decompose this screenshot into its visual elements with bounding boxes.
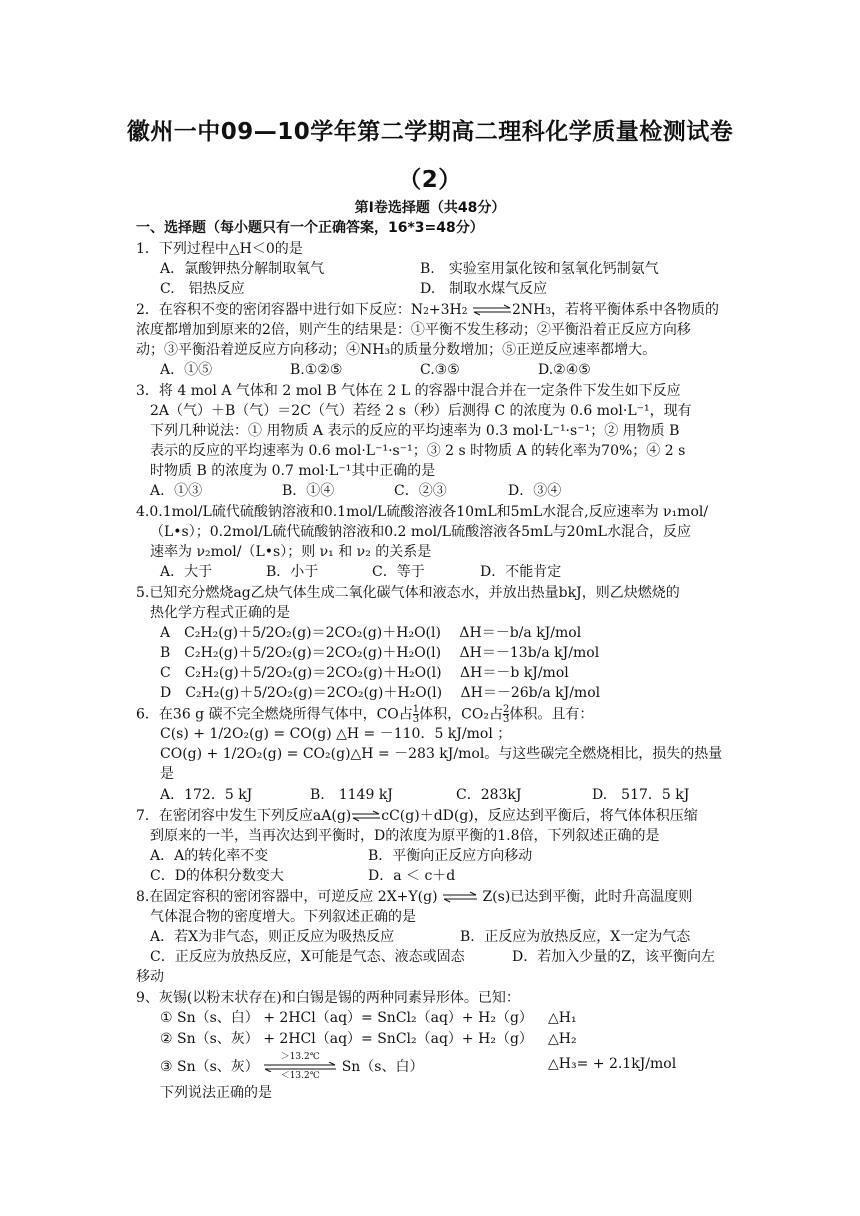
q9-prompt: 下列说法正确的是: [160, 1085, 272, 1101]
q2-line1: 2．在容积不变的密闭容器中进行如下反应：N2+3H2 2NH3，若将平衡体系中各物质的: [136, 302, 720, 318]
q5-line2: 热化学方程式正确的是: [150, 605, 290, 621]
q2-option-c: C.③⑤: [420, 362, 460, 378]
q8-line1: [136, 888, 692, 906]
q2-line3: 动；③平衡沿着逆反应方向移动；④NH₃的质量分数增加；⑤正逆反应速率都增大。: [136, 342, 657, 358]
q4-option-b: B．小于: [266, 564, 319, 580]
q8-text-b: Z(s)已达到平衡，此时升高温度则: [482, 889, 693, 905]
q6-text-a: 6．在36 g 碳不完全燃烧所得气体中，CO占: [136, 706, 413, 723]
q4-option-d: D．不能肯定: [480, 564, 562, 580]
q6-text-b: 体积，CO₂占: [419, 706, 503, 723]
q9-reaction-1: ① Sn（s、白） + 2HCl（aq）= SnCl₂（aq）+ H₂（g）: [160, 1010, 533, 1026]
q7-option-b: B．平衡向正反应方向移动: [368, 848, 533, 864]
q8-text-a: 8.在固定容积的密闭容器中，可逆反应 2X+Y(g): [136, 889, 438, 905]
q4-option-c: C．等于: [372, 564, 425, 580]
q9-text-a: ③ Sn（s、灰）: [160, 1059, 259, 1075]
q6-line4: 是: [160, 766, 174, 782]
q4-line2: （L•s）；0.2mol/L硫代硫酸钠溶液和0.2 mol/L硫酸溶液各5mL与20mL水混合，反应: [150, 524, 691, 540]
q7-line1: [136, 807, 698, 825]
part-heading: 一、选择题（每小题只有一个正确答案，16*3=48分）: [136, 220, 484, 236]
exam-title: 徽州一中09—10学年第二学期高二理科化学质量检测试卷: [126, 119, 734, 145]
q5-option-a: A C₂H₂(g)＋5/2O₂(g)＝2CO₂(g)＋H₂O(l) ΔH＝－b/a kJ/mol: [160, 625, 582, 641]
q2-text-c: ，若将平衡体系中各物质的: [551, 302, 720, 318]
q1-option-c: C. 铝热反应: [160, 281, 245, 297]
q2-text-a: 2．在容积不变的密闭容器中进行如下反应：N: [136, 302, 424, 318]
q2-option-a: A．①⑤: [160, 362, 213, 378]
q1-option-a: A．氯酸钾热分解制取氧气: [160, 261, 325, 277]
q7-option-c: C．D的体积分数变大: [150, 868, 284, 884]
equilibrium-arrow-icon: [442, 891, 478, 903]
q3-line5: 时物质 B 的浓度为 0.7 mol·L⁻¹其中正确的是: [150, 463, 436, 479]
q6-text-c: 体积。且有：: [509, 706, 594, 723]
q1-stem: 1．下列过程中△H＜0的是: [136, 241, 303, 257]
q6-option-c: C．283kJ: [456, 787, 522, 803]
q4-line3: 速率为 ν₂mol/（L•s）；则 ν₁ 和 ν₂ 的关系是: [150, 544, 432, 560]
q9-condition-arrow: [263, 1052, 337, 1081]
q8-option-c: C．正反应为放热反应，X可能是气态、液态或固态: [150, 949, 465, 965]
section-heading: 第Ⅰ卷选择题（共48分）: [354, 200, 506, 216]
q5-option-c: C C₂H₂(g)＋5/2O₂(g)＝2CO₂(g)＋H₂O(l) ΔH＝－b kJ/mol: [160, 665, 569, 681]
q6-fraction-co2: $\frac{2}{3}$: [502, 704, 510, 725]
q3-line1: 3．将 4 mol A 气体和 2 mol B 气体在 2 L 的容器中混合并在一定条件下发生如下反应: [136, 383, 681, 399]
q9-enthalpy-3: △H₃= + 2.1kJ/mol: [548, 1056, 677, 1072]
q8-option-d: D．若加入少量的Z，该平衡向左: [512, 949, 715, 965]
q2-option-b: B.①②⑤: [290, 362, 343, 378]
exam-title-number: （2）: [398, 167, 462, 193]
q2-line2: 浓度都增加到原来的2倍，则产生的结果是：①平衡不发生移动；②平衡沿着正反应方向移: [136, 322, 691, 338]
q2-text-b: 2NH: [511, 302, 546, 318]
q7-option-a: A．A的转化率不变: [150, 848, 269, 864]
q3-option-c: C．②③: [394, 483, 447, 499]
q9-condition-down: ＜13.2℃: [280, 1071, 320, 1081]
q9-condition-up: ＞13.2℃: [280, 1052, 320, 1062]
q9-reaction-3: [160, 1052, 424, 1081]
q1-option-b: B. 实验室用氯化铵和氢氧化钙制氨气: [420, 261, 659, 277]
q3-option-b: B．①④: [282, 483, 335, 499]
q5-line1: 5.已知充分燃烧ag乙炔气体生成二氧化碳气体和液态水，并放出热量bkJ，则乙炔燃烧的: [136, 585, 680, 601]
q1-option-d: D. 制取水煤气反应: [420, 281, 548, 297]
q6-line3: CO(g) + 1/2O₂(g) = CO₂(g)△H = －283 kJ/mol。与这些碳完全燃烧相比，损失的热量: [160, 746, 723, 762]
q4-option-a: A．大于: [160, 564, 213, 580]
q9-line1: 9、灰锡(以粉末状存在)和白锡是锡的两种同素异形体。已知：: [136, 990, 520, 1006]
q6-option-d: D. 517．5 kJ: [592, 787, 690, 803]
q7-text-b: cC(g)＋dD(g)，反应达到平衡后，将气体体积压缩: [381, 808, 698, 824]
q8-option-d-continued: 移动: [136, 969, 164, 985]
q3-option-d: D．③④: [508, 483, 562, 499]
q9-text-b: Sn（s、白）: [341, 1059, 424, 1075]
q5-option-d: D C₂H₂(g)＋5/2O₂(g)＝2CO₂(g)＋H₂O(l) ΔH＝－26b/a kJ/mol: [160, 685, 601, 701]
q4-line1: 4.0.1mol/L硫代硫酸钠溶液和0.1mol/L硫酸溶液各10mL和5mL水混合,反应速率为 ν₁mol/: [136, 504, 709, 520]
q2-option-d: D.②④⑤: [538, 362, 591, 378]
q8-line2: 气体混合物的密度增大。下列叙述正确的是: [150, 909, 416, 925]
q3-line3: 下列几种说法：① 用物质 A 表示的反应的平均速率为 0.3 mol·L⁻¹·s⁻¹；② 用物质 B: [150, 423, 680, 439]
q7-option-d: D．a ＜ c＋d: [368, 868, 456, 884]
q9-reaction-2: ② Sn（s、灰） + 2HCl（aq）= SnCl₂（aq）+ H₂（g）: [160, 1031, 533, 1047]
q6-line2: C(s) + 1/2O₂(g) = CO(g) △H = －110．5 kJ/mol ；: [160, 726, 512, 742]
q6-line1: [136, 705, 593, 724]
q5-option-b: B C₂H₂(g)＋5/2O₂(g)＝2CO₂(g)＋H₂O(l) ΔH＝－13b/a kJ/mol: [160, 645, 600, 661]
q3-option-a: A．①③: [150, 483, 203, 499]
equilibrium-arrow-icon: [472, 304, 512, 316]
q3-line2: 2A（气）＋B（气）＝2C（气）若经 2 s（秒）后测得 C 的浓度为 0.6 mol·L⁻¹，现有: [150, 403, 692, 419]
q9-enthalpy-1: △H₁: [548, 1010, 577, 1026]
q8-option-a: A．若X为非气态，则正反应为吸热反应: [150, 929, 395, 945]
q7-line2: 到原来的一半，当再次达到平衡时，D的浓度为原平衡的1.8倍，下列叙述正确的是: [150, 828, 660, 844]
q7-text-a: 7．在密闭容中发生下列反应aA(g): [136, 808, 352, 824]
q9-enthalpy-2: △H₂: [548, 1031, 577, 1047]
q6-option-a: A．172．5 kJ: [160, 787, 253, 803]
q3-line4: 表示的反应的平均速率为 0.6 mol·L⁻¹·s⁻¹；③ 2 s 时物质 A 的转化率为70%；④ 2 s: [150, 443, 686, 459]
q8-option-b: B．正反应为放热反应，X一定为气态: [460, 929, 691, 945]
q6-fraction-co: $\frac{1}{3}$: [412, 704, 420, 725]
equilibrium-arrow-icon: [351, 810, 381, 822]
q6-option-b: B. 1149 kJ: [310, 787, 393, 803]
